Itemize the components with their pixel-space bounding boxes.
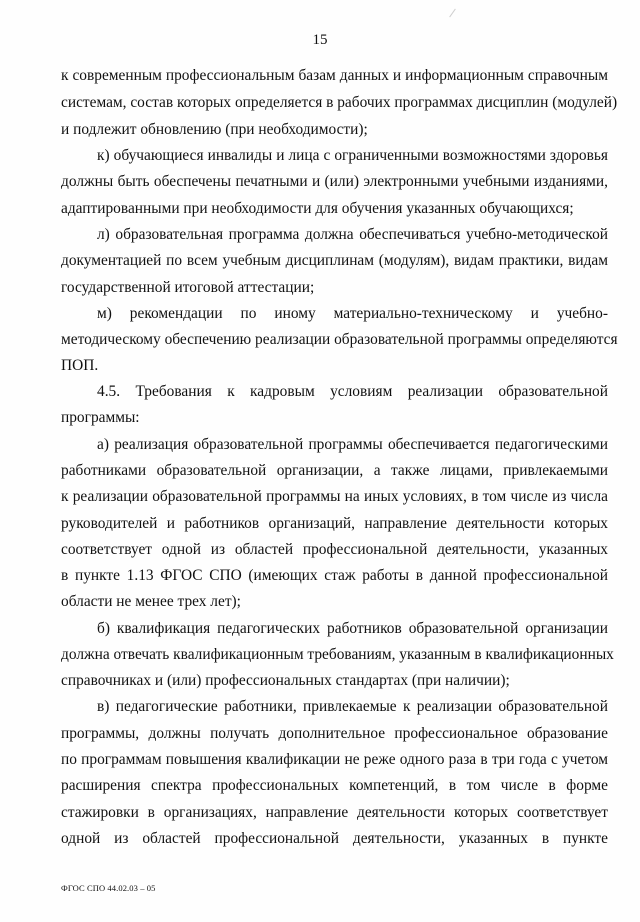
text-line: системам, состав которых определяется в рабочих программах дисциплин (модулей): [61, 94, 618, 111]
text-line: соответствует одной из областей профессиональной деятельности, указанных: [61, 541, 608, 558]
text-line: в) педагогические работники, привлекаемые к реализации образовательной: [97, 698, 608, 715]
text-line: методическому обеспечению реализации образовательной программы определяются: [61, 331, 618, 348]
text-line: государственной итоговой аттестации;: [61, 279, 315, 296]
text-line: а) реализация образовательной программы обеспечивается педагогическими: [97, 436, 608, 453]
section-heading-line: программы:: [61, 409, 140, 426]
text-line: стажировки в организациях, направление деятельности которых соответствует: [61, 804, 608, 821]
text-line: к реализации образовательной программы на иных условиях, в том числе из числа: [61, 488, 608, 505]
text-line: расширения спектра профессиональных компетенций, в том числе в форме: [61, 777, 608, 794]
text-line: работниками образовательной организации, а также лицами, привлекаемыми: [61, 462, 608, 479]
scan-artifact: [449, 9, 456, 18]
footer-document-code: ФГОС СПО 44.02.03 – 05: [61, 883, 156, 893]
text-line: адаптированными при необходимости для обучения указанных обучающихся;: [61, 200, 574, 217]
section-heading-line: 4.5. Требования к кадровым условиям реализации образовательной: [97, 383, 608, 400]
text-line: должны быть обеспечены печатными и (или) электронными учебными изданиями,: [61, 173, 608, 190]
text-line: области не менее трех лет);: [61, 593, 241, 610]
text-line: ПОП.: [61, 357, 99, 374]
text-line: м) рекомендации по иному материально-техническому и учебно-: [97, 305, 608, 322]
text-line: должна отвечать квалификационным требованиям, указанным в квалификационных: [61, 646, 614, 663]
text-line: б) квалификация педагогических работников образовательной организации: [97, 620, 608, 637]
text-line: к современным профессиональным базам данных и информационным справочным: [61, 67, 608, 84]
page-number: 15: [312, 32, 328, 48]
text-line: программы, должны получать дополнительное профессиональное образование: [61, 725, 608, 742]
text-line: к) обучающиеся инвалиды и лица с ограниченными возможностями здоровья: [97, 147, 608, 164]
text-line: в пункте 1.13 ФГОС СПО (имеющих стаж работы в данной профессиональной: [61, 567, 608, 584]
text-line: справочниках и (или) профессиональных стандартах (при наличии);: [61, 672, 510, 689]
text-line: л) образовательная программа должна обеспечиваться учебно-методической: [97, 226, 608, 243]
text-line: по программам повышения квалификации не реже одного раза в три года с учетом: [61, 751, 608, 768]
text-line: одной из областей профессиональной деятельности, указанных в пункте: [61, 830, 608, 847]
text-line: руководителей и работников организаций, направление деятельности которых: [61, 515, 608, 532]
text-line: документацией по всем учебным дисциплинам (модулям), видам практики, видам: [61, 252, 608, 269]
text-line: и подлежит обновлению (при необходимости);: [61, 121, 368, 138]
